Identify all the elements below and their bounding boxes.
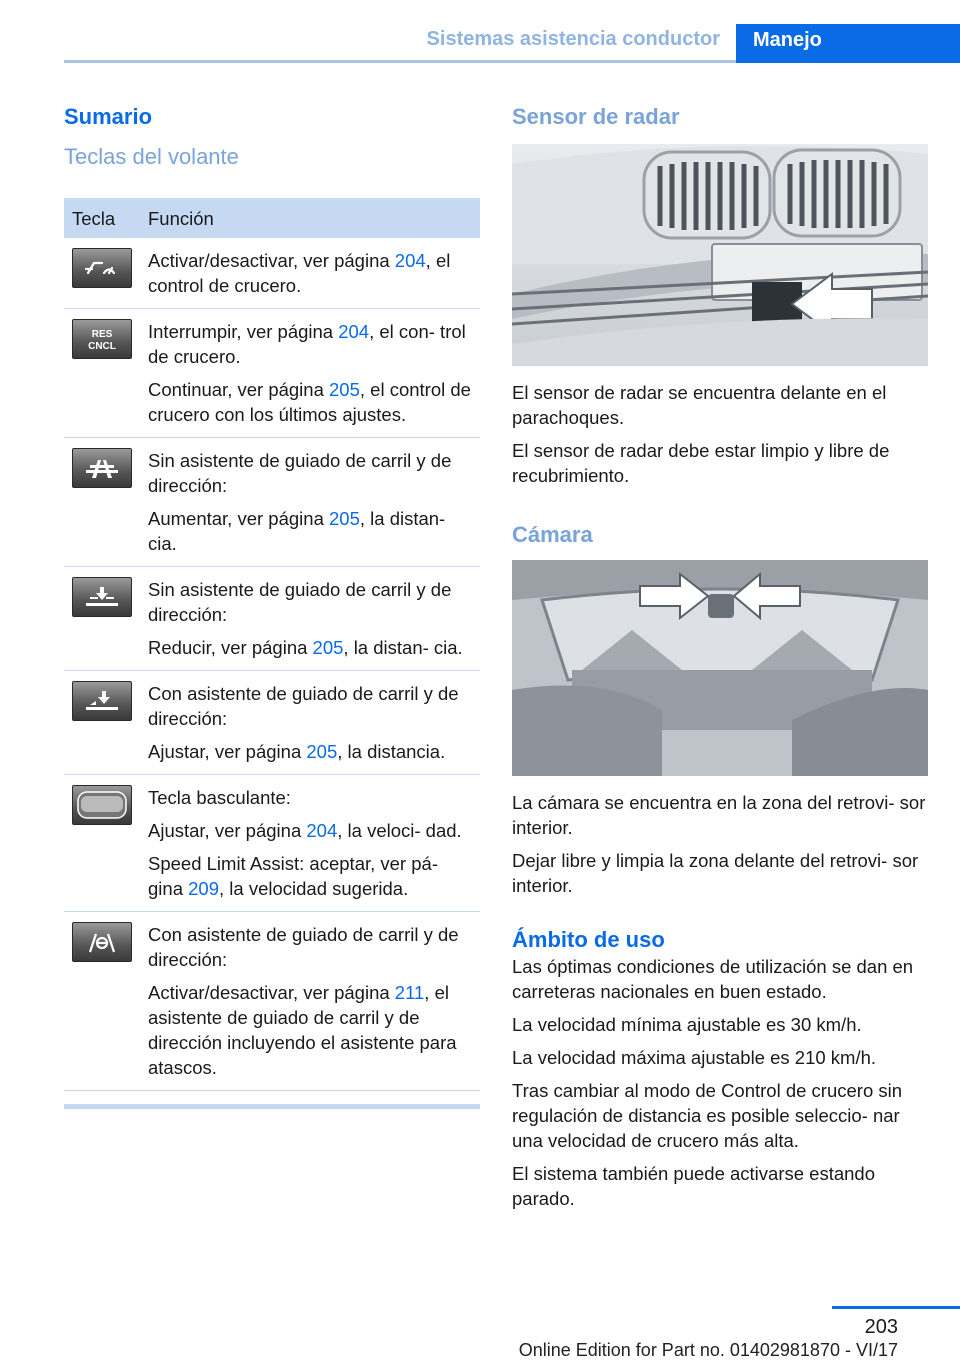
function-text: Activar/desactivar, ver página [148, 250, 395, 271]
res-label: RES [91, 329, 113, 340]
function-text: , el control de crucero. [148, 250, 451, 296]
header-section-title: Sistemas asistencia conductor [426, 28, 720, 50]
function-text: Reducir, ver página [148, 637, 313, 658]
distance-increase-icon [72, 448, 132, 488]
cncl-label: CNCL [88, 341, 116, 352]
function-text: Sin asistente de guiado de carril y de dirección: [148, 579, 452, 625]
function-cell [140, 567, 480, 671]
function-line [148, 739, 472, 764]
scope-paragraph-3: La velocidad máxima ajustable es 210 km/h. [512, 1047, 877, 1068]
distance-decrease-icon [72, 577, 132, 617]
table-row [64, 671, 480, 775]
function-cell [140, 438, 480, 567]
camera-paragraph-1: La cámara se encuentra en la zona del retrovi‐ sor interior. [512, 792, 926, 838]
heading-sumario: Sumario [64, 104, 153, 129]
function-line [148, 681, 472, 731]
function-text: , la distan‐ cia. [148, 508, 446, 554]
function-text: Tecla basculante: [148, 787, 291, 808]
table-row [64, 238, 480, 309]
function-text: Con asistente de guiado de carril y de dirección: [148, 683, 459, 729]
table-row [64, 438, 480, 567]
function-line [148, 377, 472, 427]
function-cell [140, 912, 480, 1091]
table-row [64, 567, 480, 671]
lane-steering-assist-icon [72, 922, 132, 962]
col-header-key: Tecla [64, 198, 140, 238]
function-line [148, 635, 472, 660]
function-cell [140, 775, 480, 912]
function-text: Interrumpir, ver página [148, 321, 339, 342]
right-column [512, 102, 928, 1219]
page-reference-link[interactable]: 204 [306, 820, 338, 841]
camera-photo [512, 560, 928, 776]
radar-sensor-photo [512, 144, 928, 366]
function-text: , la velocidad sugerida. [219, 878, 409, 899]
function-line [148, 818, 472, 843]
table-row [64, 912, 480, 1091]
function-text: Con asistente de guiado de carril y de dirección: [148, 924, 459, 970]
function-line [148, 922, 472, 972]
function-text: Aumentar, ver página [148, 508, 329, 529]
heading-radar: Sensor de radar [512, 104, 680, 129]
page-reference-link[interactable]: 211 [394, 982, 425, 1003]
page-reference-link[interactable]: 205 [329, 379, 360, 400]
function-text: Ajustar, ver página [148, 820, 307, 841]
function-line [148, 577, 472, 627]
page-number: 203 [864, 1316, 898, 1338]
function-cell [140, 309, 480, 438]
function-text: , la distan‐ cia. [343, 637, 463, 658]
function-line [148, 506, 472, 556]
col-header-function: Función [140, 198, 480, 238]
edition-note: Online Edition for Part no. 01402981870 - VI/17 [518, 1340, 898, 1360]
function-cell [140, 238, 480, 309]
table-end-rule [64, 1104, 480, 1109]
header-chapter-tab: Manejo [736, 24, 960, 63]
scope-paragraph-2: La velocidad mínima ajustable es 30 km/h. [512, 1014, 862, 1035]
function-text: Speed Limit Assist: aceptar, ver pá‐ gina [148, 853, 438, 899]
scope-paragraph-1: Las óptimas condiciones de utilización se dan en carreteras nacionales en buen estado. [512, 956, 914, 1002]
page-reference-link[interactable]: 205 [306, 741, 338, 762]
radar-paragraph-2: El sensor de radar debe estar limpio y libre de recubrimiento. [512, 440, 890, 486]
page-header [0, 0, 960, 64]
left-column [64, 102, 480, 1109]
function-line [148, 980, 472, 1080]
heading-teclas-volante: Teclas del volante [64, 144, 239, 169]
footer-rule [832, 1306, 960, 1309]
cruise-control-icon [72, 248, 132, 288]
function-text: , el asistente de guiado de carril y de dirección incluyendo el asistente para atascos. [148, 982, 457, 1078]
function-text: , el control de crucero con los últimos ajustes. [148, 379, 471, 425]
heading-camera: Cámara [512, 522, 593, 547]
rocker-switch-icon [72, 785, 132, 825]
function-line [148, 248, 472, 298]
function-line [148, 785, 472, 810]
function-line [148, 851, 472, 901]
function-text: Continuar, ver página [148, 379, 330, 400]
distance-adjust-icon [72, 681, 132, 721]
function-text: Sin asistente de guiado de carril y de dirección: [148, 450, 452, 496]
function-text: , la distancia. [337, 741, 446, 762]
scope-paragraph-5: El sistema también puede activarse estando parado. [512, 1163, 876, 1209]
radar-paragraph-1: El sensor de radar se encuentra delante en el parachoques. [512, 382, 887, 428]
page-reference-link[interactable]: 204 [394, 250, 426, 271]
function-text: Activar/desactivar, ver página [148, 982, 395, 1003]
res-cncl-icon [72, 319, 132, 359]
page-reference-link[interactable]: 204 [338, 321, 370, 342]
steering-wheel-keys-table [64, 198, 480, 1091]
scope-paragraph-4: Tras cambiar al modo de Control de crucero sin regulación de distancia es posible seleccio‐ nar una velocidad de crucero más alta. [512, 1080, 903, 1151]
page-reference-link[interactable]: 205 [312, 637, 344, 658]
table-row [64, 309, 480, 438]
function-line [148, 319, 472, 369]
function-line [148, 448, 472, 498]
camera-paragraph-2: Dejar libre y limpia la zona delante del retrovi‐ sor interior. [512, 850, 919, 896]
table-row [64, 775, 480, 912]
heading-ambito-uso: Ámbito de uso [512, 927, 665, 952]
page-reference-link[interactable]: 209 [188, 878, 219, 899]
function-text: , el con‐ trol de crucero. [148, 321, 466, 367]
function-text: , la veloci‐ dad. [337, 820, 462, 841]
function-cell [140, 671, 480, 775]
page-reference-link[interactable]: 205 [329, 508, 360, 529]
function-text: Ajustar, ver página [148, 741, 307, 762]
